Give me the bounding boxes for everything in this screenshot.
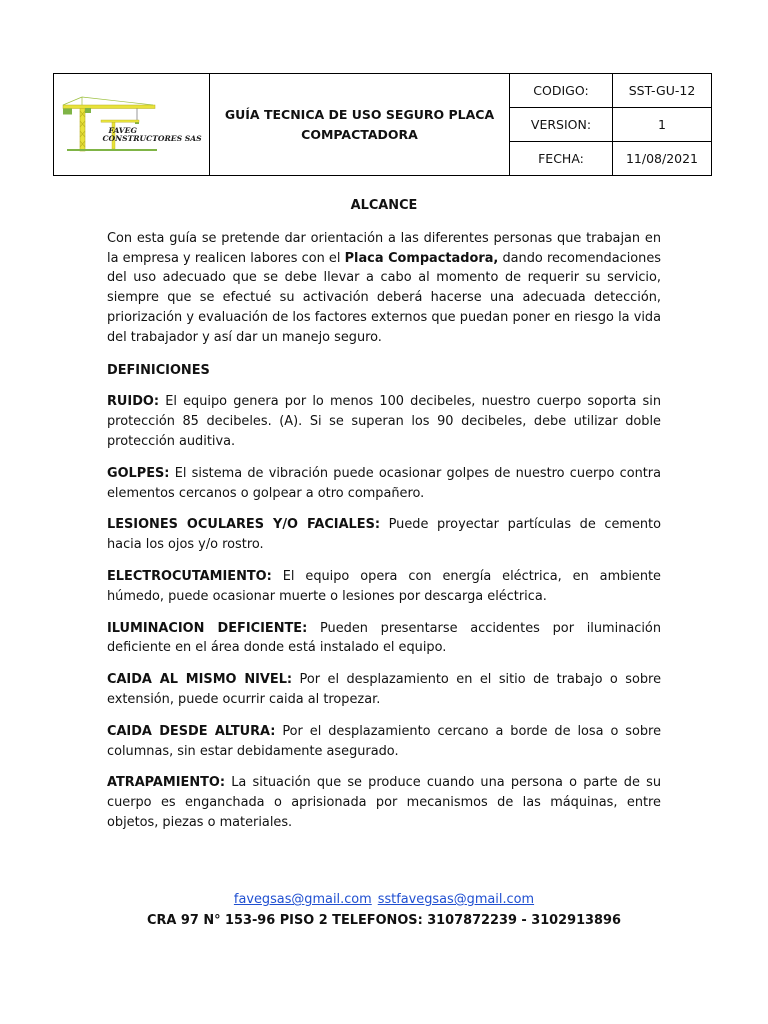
definition-term: GOLPES: [107,465,170,481]
definition-term: CAIDA AL MISMO NIVEL: [107,672,293,688]
definition-item [107,515,661,555]
logo-text [103,127,213,143]
date-label: FECHA: [510,141,613,175]
definition-item [107,773,661,832]
definition-term: ELECTROCUTAMIENTO: [107,568,272,584]
code-value: SST-GU-12 [613,74,712,108]
definition-text: Pueden presentarse accidentes por iluminación deficiente en el área donde está instalado el equipo. [107,620,661,656]
scope-text-pre: Con esta guía se pretende dar orientación a las diferentes personas que trabajan en la empresa y realicen labores con el [107,230,661,266]
page-footer [0,889,768,931]
email-link-primary[interactable]: favegsas@gmail.com [233,892,372,907]
email-link-sst[interactable]: sstfavegsas@gmail.com [377,892,535,907]
definition-item [107,722,661,762]
code-label: CODIGO: [510,74,613,108]
definitions-heading: DEFINICIONES [107,362,210,378]
definition-text: Puede proyectar partículas de cemento hacia los ojos y/o rostro. [107,517,661,553]
definition-item [107,670,661,710]
company-logo [57,95,207,155]
definition-text: Por el desplazamiento cercano a borde de losa o sobre columnas, sin estar debidamente asegurado. [107,723,662,759]
definition-item [107,619,661,659]
document-body [107,196,661,845]
definition-term: LESIONES OCULARES Y/O FACIALES: [107,517,381,533]
date-value: 11/08/2021 [613,141,712,175]
definition-text: El sistema de vibración puede ocasionar golpes de nuestro cuerpo contra elementos cercanos o golpear a otro compañero. [107,465,661,501]
document-title: GUÍA TECNICA DE USO SEGURO PLACA COMPACTADORA [210,74,510,176]
definition-text: El equipo opera con energía eléctrica, en ambiente húmedo, puede ocasionar muerte o lesiones por descarga eléctrica. [107,568,661,604]
logo-cell [54,74,210,176]
definition-text: La situación que se produce cuando una persona o parte de su cuerpo es enganchada o aprisionada por mecanismos de las máquinas, entre objetos, piezas o materiales. [107,775,661,830]
scope-text-post: dando recomendaciones del uso adecuado que se debe llevar a cabo al momento de requerir su servicio, siempre que se efectué su activación deberá hacerse una adecuada detección, priorización y evaluación de los factores externos que puedan poner en riesgo la vida del trabajador y así dar un manejo seguro. [107,250,661,345]
definition-text: Por el desplazamiento en el sitio de trabajo o sobre extensión, puede ocurrir caida al tropezar. [107,672,662,707]
version-value: 1 [613,107,712,141]
scope-text-bold: Placa Compactadora, [344,250,499,266]
definition-text: El equipo genera por lo menos 100 decibeles, nuestro cuerpo soporta sin protección 85 decibeles. (A). Si se superan los 90 decibeles, debe utilizar doble protección auditiva. [107,394,661,449]
logo-text-line2: CONSTRUCTORES SAS [102,133,202,143]
definition-term: ILUMINACION DEFICIENTE: [107,620,308,636]
footer-address: CRA 97 N° 153-96 PISO 2 TELEFONOS: 3107872239 - 3102913896 [147,913,621,928]
header-table [53,73,712,176]
crane-icon [57,95,207,155]
definition-term: RUIDO: [107,394,160,410]
definition-item [107,567,661,607]
definition-term: CAIDA DESDE ALTURA: [107,723,276,739]
scope-paragraph [107,229,661,348]
footer-emails [0,889,768,910]
definition-term: ATRAPAMIENTO: [107,775,226,791]
definition-item [107,392,661,451]
scope-heading: ALCANCE [350,198,418,213]
logo-text-line1: FAVEG [108,125,137,135]
definition-item [107,464,661,504]
version-label: VERSION: [510,107,613,141]
